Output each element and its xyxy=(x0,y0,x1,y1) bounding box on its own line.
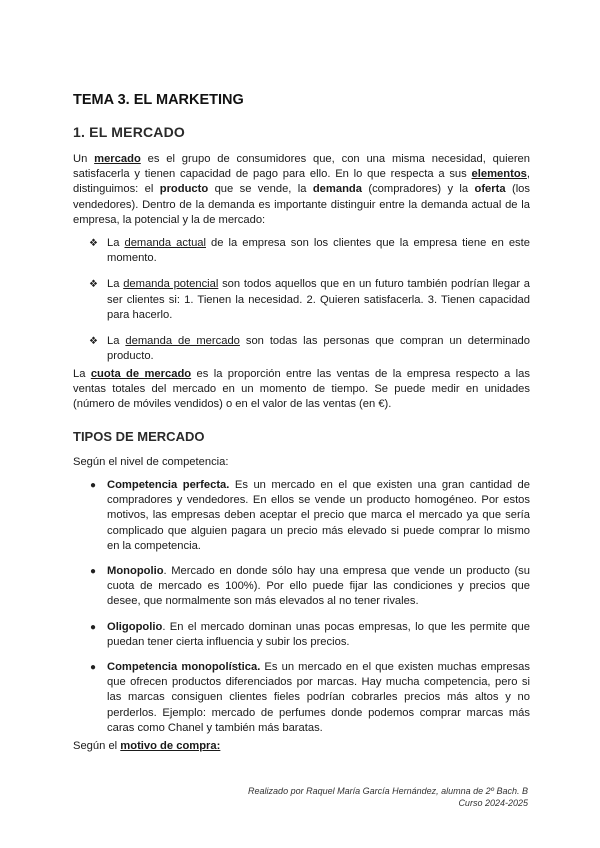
text: La xyxy=(73,368,91,380)
list-item xyxy=(73,478,530,554)
text: La xyxy=(107,278,124,291)
term-motivo-de-compra: motivo de compra: xyxy=(120,740,221,752)
text: Según el xyxy=(73,740,121,752)
page-footer xyxy=(248,785,528,809)
diamond-bullet-icon: ❖ xyxy=(89,279,98,291)
text: que se vende, la xyxy=(208,183,313,196)
demand-list xyxy=(73,236,530,364)
text: (los vendedores). Dentro de la demanda es importante distinguir entre la demanda actual de la empresa, la potencial y la de mercado: xyxy=(73,183,530,226)
term-demanda: demanda xyxy=(312,183,362,196)
text: de la empresa son los clientes que la empresa tiene en este momento. xyxy=(107,237,530,265)
page-title: TEMA 3. EL MARKETING xyxy=(73,92,244,108)
term-elementos: elementos xyxy=(471,168,527,181)
footer-course: Curso 2024-2025 xyxy=(458,798,528,808)
text: La xyxy=(107,237,125,249)
subsection-heading: TIPOS DE MERCADO xyxy=(73,429,205,444)
text: La xyxy=(107,335,126,348)
text: . En el mercado dominan unas pocas empresas, lo que les permite que puedan tener cierta influencia y subir los precios. xyxy=(107,620,530,648)
list-item xyxy=(73,660,530,736)
text: Es un mercado en el que existen muchas empresas que ofrecen productos diferenciados por marcas. Hay mucha competencia, pero si las marcas consiguen clientes fieles podrían cobrarles precios más altos y no perderlos. Ejemplo: mercado de perfumes donde podemos comprar marcas más caras como Chanel y también más baratas. xyxy=(107,661,530,734)
text: son todos aquellos que en un futuro también podrían llegar a ser clientes si: 1. Tienen la necesidad. 2. Quieren satisfacerla. 3. Tienen capacidad para hacerlo. xyxy=(107,278,530,321)
term-competencia-monopolistica: Competencia monopolística. xyxy=(107,661,261,674)
bullet-dot-icon: ● xyxy=(90,566,97,578)
text: es la proporción entre las ventas de la empresa respecto a las ventas totales del mercado en un momento de tiempo. Se puede medir en unidades (número de móviles vendidos) o en el valor de las ventas (en €). xyxy=(73,368,530,411)
text: Un xyxy=(73,153,95,165)
text: Es un mercado en el que existen una gran cantidad de compradores y vendedores. En ellos se vende un producto homogéneo. Por estos motivos, las empresas deben aceptar el precio que marca el mercado ya que sería complicado que alguien pagara un precio más elevado si puede comprar lo mismo en la competencia. xyxy=(107,479,530,552)
list-item xyxy=(73,334,530,364)
term-mercado: mercado xyxy=(94,153,141,165)
term-producto: producto xyxy=(159,183,209,196)
term-demanda-potencial: demanda potencial xyxy=(123,278,219,291)
text: . Mercado en donde sólo hay una empresa que vende un producto (su cuota de mercado es 100%). Por ello puede fijar las condiciones y precios que desee, que normalmente son más elevados al no tener rivales. xyxy=(107,565,530,608)
term-competencia-perfecta: Competencia perfecta. xyxy=(107,479,230,491)
bullet-dot-icon: ● xyxy=(90,621,97,633)
diamond-bullet-icon: ❖ xyxy=(89,238,98,249)
text: es el grupo de consumidores que, con una misma necesidad, quieren satisfacerla y tienen capacidad de pago para ello. En lo que respecta a sus xyxy=(73,153,530,181)
text: (compradores) y la xyxy=(361,183,475,196)
list-item xyxy=(73,277,530,323)
bullet-dot-icon: ● xyxy=(90,480,97,491)
competencia-intro: Según el nivel de competencia: xyxy=(73,456,229,468)
market-types-list xyxy=(73,478,530,736)
list-item xyxy=(73,620,530,650)
section-heading: 1. EL MERCADO xyxy=(73,124,186,140)
motivo-paragraph xyxy=(73,739,530,754)
term-demanda-de-mercado: demanda de mercado xyxy=(125,335,240,348)
cuota-paragraph xyxy=(73,367,530,413)
term-oligopolio: Oligopolio xyxy=(107,620,163,633)
list-item xyxy=(73,564,530,610)
term-monopolio: Monopolio xyxy=(107,565,164,578)
intro-paragraph xyxy=(73,152,530,228)
bullet-dot-icon: ● xyxy=(90,662,97,674)
term-cuota-de-mercado: cuota de mercado xyxy=(90,368,192,380)
list-item xyxy=(73,236,530,266)
text: , distinguimos: el xyxy=(73,168,530,196)
footer-author: Realizado por Raquel María García Hernández, alumna de 2º Bach. B xyxy=(248,786,528,796)
term-oferta: oferta xyxy=(474,183,506,196)
text: son todas las personas que compran un determinado producto. xyxy=(107,335,530,363)
term-demanda-actual: demanda actual xyxy=(124,237,206,249)
diamond-bullet-icon: ❖ xyxy=(89,336,98,348)
